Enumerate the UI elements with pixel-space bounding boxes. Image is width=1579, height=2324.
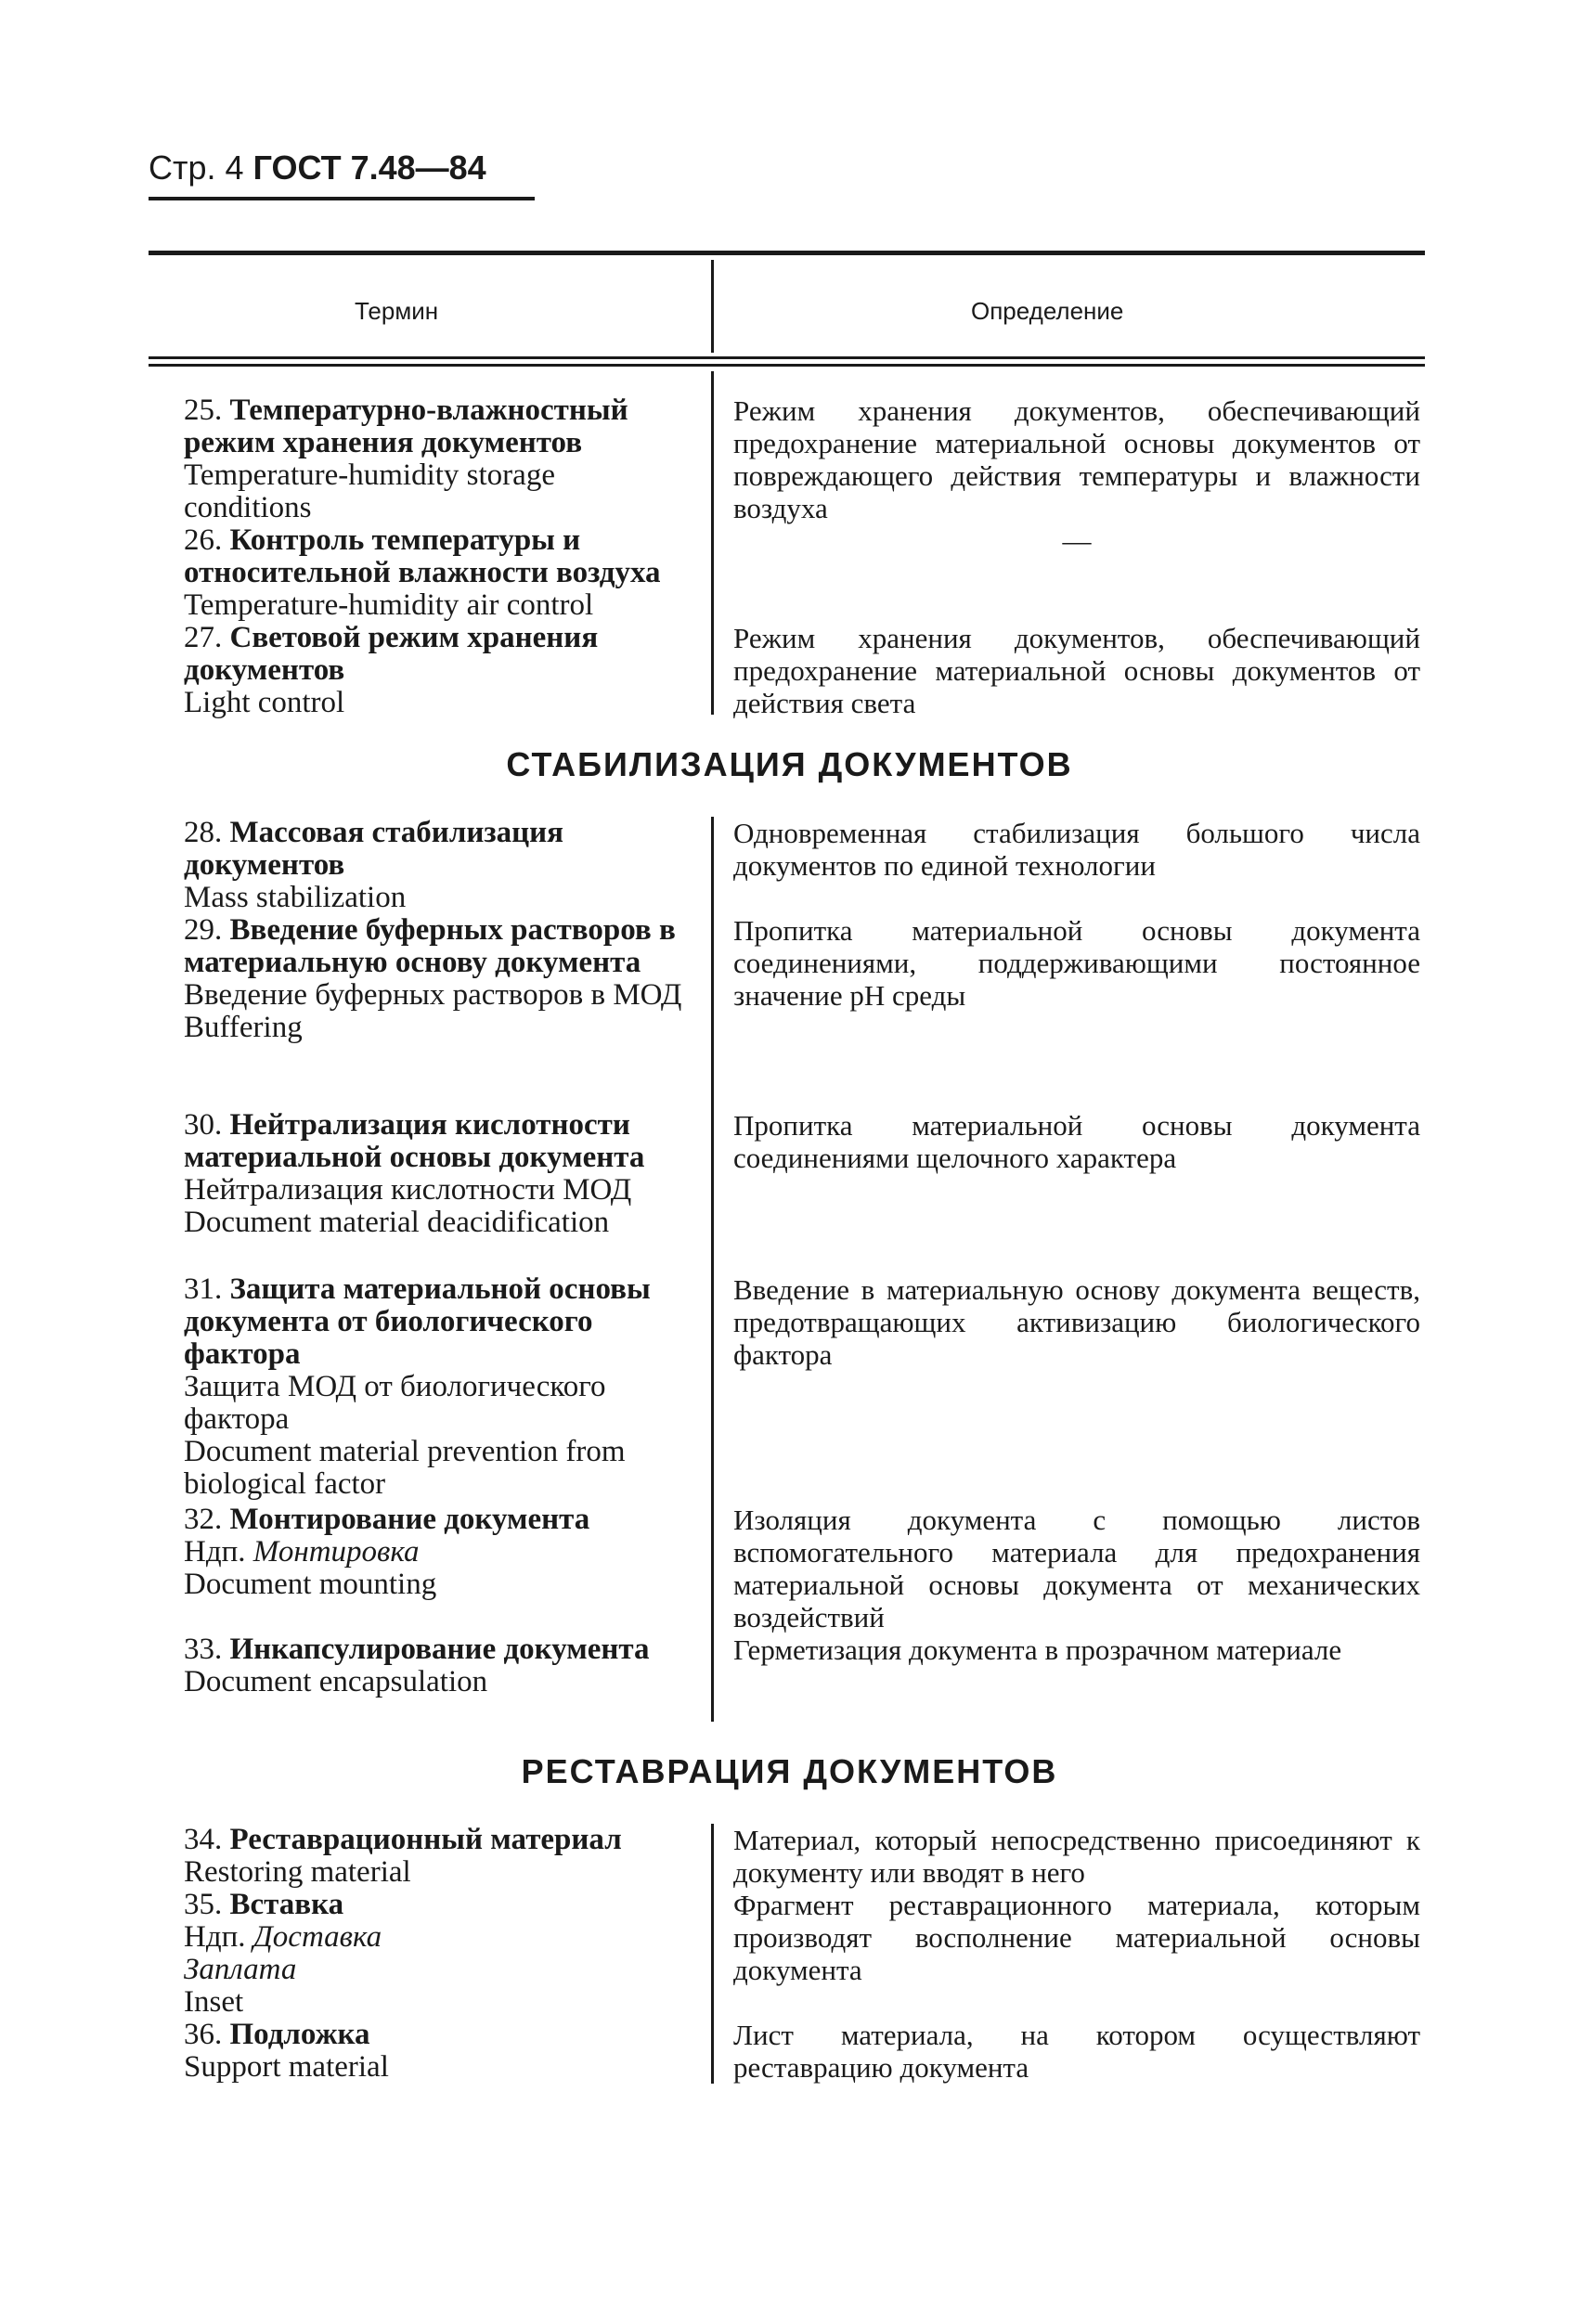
term-english: Mass stabilization xyxy=(184,881,407,914)
term-synonym: Нейтрализация кислотности МОД xyxy=(184,1173,632,1207)
ndp-term: Заплата xyxy=(184,1953,297,1986)
term-entry xyxy=(150,1504,689,1601)
term-number: 32. xyxy=(184,1503,223,1536)
column-divider xyxy=(711,1824,714,2084)
term-synonym: Защита МОД от биологического фактора xyxy=(184,1370,606,1436)
term-english: Support material xyxy=(184,2050,389,2084)
term-title: Защита материальной основы документа от биологического фактора xyxy=(184,1272,651,1371)
term-title: Введение буферных растворов в материальную основу документа xyxy=(184,913,676,979)
term-number: 26. xyxy=(184,523,223,557)
definition: Герметизация документа в прозрачном материале xyxy=(733,1633,1342,1666)
definition: Лист материала, на котором осуществляют реставрацию документа xyxy=(733,2019,1420,2084)
term-number: 29. xyxy=(184,913,223,947)
term-title: Подложка xyxy=(229,2018,370,2051)
term-english: Buffering xyxy=(184,1011,303,1044)
term-number: 28. xyxy=(184,816,223,849)
term-number: 33. xyxy=(184,1633,223,1666)
header-rule xyxy=(149,197,535,200)
term-number: 31. xyxy=(184,1272,223,1306)
header-rule-double-bottom xyxy=(149,364,1425,367)
term-entry xyxy=(150,817,689,914)
term-english: Document mounting xyxy=(184,1568,437,1601)
term-number: 36. xyxy=(184,2018,223,2051)
document-code: ГОСТ 7.48—84 xyxy=(252,148,486,187)
term-entry xyxy=(150,1273,689,1501)
term-entry xyxy=(150,1109,689,1239)
definition: Режим хранения документов, обеспечивающий предохранение материальной основы документов от действия света xyxy=(733,622,1420,719)
term-synonym: Введение буферных растворов в МОД xyxy=(184,978,682,1012)
term-entry xyxy=(150,1824,689,1889)
term-number: 30. xyxy=(184,1108,223,1142)
page-number: Стр. 4 xyxy=(149,148,244,187)
term-entry xyxy=(150,2019,689,2084)
column-header-definition: Определение xyxy=(971,297,1124,325)
term-entry xyxy=(150,1889,689,2019)
definition: Изоляция документа с помощью листов вспомогательного материала для предохранения материальной основы документа от механических воздействий xyxy=(733,1504,1420,1633)
term-english: Restoring material xyxy=(184,1855,411,1889)
term-title: Реставрационный материал xyxy=(229,1823,622,1856)
definition: Одновременная стабилизация большого числа документов по единой технологии xyxy=(733,817,1420,882)
definition: Материал, который непосредственно присоединяют к документу или вводят в него xyxy=(733,1824,1420,1889)
column-divider xyxy=(711,371,714,715)
term-title: Инкапсулирование документа xyxy=(229,1633,650,1666)
term-english: Document encapsulation xyxy=(184,1665,488,1698)
column-divider xyxy=(711,260,714,353)
term-title: Контроль температуры и относительной влажности воздуха xyxy=(184,523,661,589)
definition: Введение в материальную основу документа веществ, предотвращающих активизацию биологического фактора xyxy=(733,1273,1420,1371)
term-english: Document material prevention from biological factor xyxy=(184,1435,626,1501)
term-entry xyxy=(150,1633,689,1698)
definition: — xyxy=(1062,524,1092,557)
term-number: 35. xyxy=(184,1888,223,1921)
ndp-label: Ндп. xyxy=(184,1535,246,1569)
term-english: Document material deacidification xyxy=(184,1206,610,1239)
term-title: Вставка xyxy=(229,1888,344,1921)
definition: Пропитка материальной основы документа соединениями щелочного характера xyxy=(733,1109,1420,1174)
term-number: 25. xyxy=(184,394,223,427)
term-title: Массовая стабилизация документов xyxy=(184,816,563,882)
definition: Режим хранения документов, обеспечивающий предохранение материальной основы документов от повреждающего действия температуры и влажности воздуха xyxy=(733,394,1420,524)
ndp-term: Доставка xyxy=(252,1920,382,1954)
page-header xyxy=(149,148,486,187)
section-title-stabilization: СТАБИЛИЗАЦИЯ ДОКУМЕНТОВ xyxy=(506,745,1073,783)
definition: Пропитка материальной основы документа соединениями, поддерживающими постоянное значение pH среды xyxy=(733,914,1420,1012)
column-divider xyxy=(711,817,714,1722)
term-title: Монтирование документа xyxy=(229,1503,590,1536)
term-title: Нейтрализация кислотности материальной основы документа xyxy=(184,1108,645,1174)
term-english: Temperature-humidity storage conditions xyxy=(184,458,555,524)
term-english: Light control xyxy=(184,686,345,719)
column-header-term: Термин xyxy=(355,297,439,325)
term-number: 27. xyxy=(184,621,223,654)
term-entry xyxy=(150,622,689,719)
term-entry xyxy=(150,914,689,1044)
header-rule-double-top xyxy=(149,356,1425,359)
term-title: Световой режим хранения документов xyxy=(184,621,599,687)
ndp-term: Монтировка xyxy=(252,1535,420,1569)
term-title: Температурно-влажностный режим хранения документов xyxy=(184,394,628,459)
term-entry xyxy=(150,394,689,524)
table-top-rule xyxy=(149,251,1425,255)
term-entry xyxy=(150,524,689,622)
term-english: Temperature-humidity air control xyxy=(184,588,594,622)
definition: Фрагмент реставрационного материала, которым производят восполнение материальной основы документа xyxy=(733,1889,1420,1986)
term-number: 34. xyxy=(184,1823,223,1856)
term-english: Inset xyxy=(184,1985,244,2019)
ndp-label: Ндп. xyxy=(184,1920,246,1954)
section-title-restoration: РЕСТАВРАЦИЯ ДОКУМЕНТОВ xyxy=(521,1752,1058,1790)
